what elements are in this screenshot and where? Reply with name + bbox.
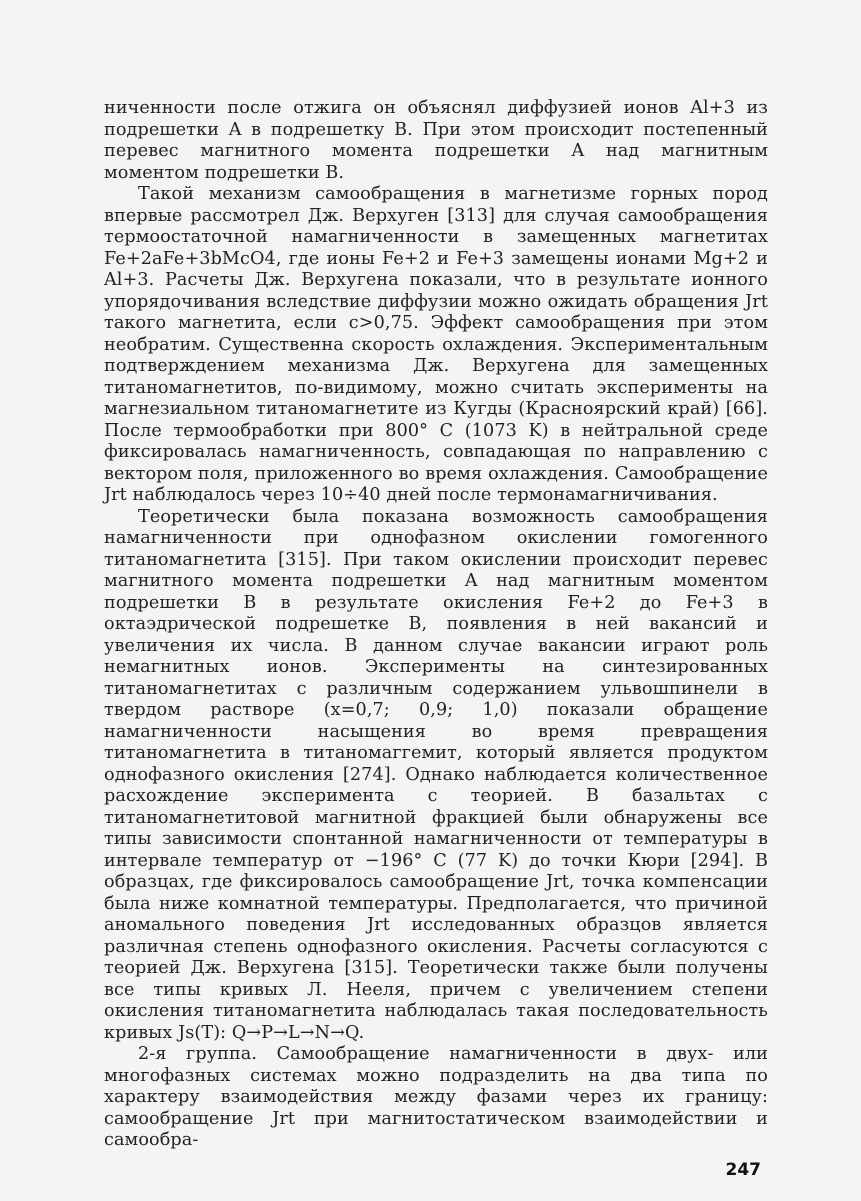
paragraph-1: ниченности после отжига он объяснял диффузией ионов Al+3 из подрешетки A в подрешетку B. При этом происходит постепенный перевес магнитного момента подрешетки A над магнитным моментом подрешетки B.: [104, 98, 768, 183]
page-number: 247: [725, 1160, 761, 1180]
page-body: [104, 98, 768, 1152]
paragraph-2: Такой механизм самообращения в магнетизме горных пород впервые рассмотрел Дж. Верхуген [313] для случая самообращения термоостаточной намагниченности в замещенных магнетитах Fe+2aFe+3bMcO4, где ионы Fe+2 и Fe+3 замещены ионами Mg+2 и Al+3. Расчеты Дж. Верхугена показали, что в результате ионного упорядочивания вследствие диффузии можно ожидать обращения Jrt такого магнетита, если c>0,75. Эффект самообращения при этом необратим. Существенна скорость охлаждения. Экспериментальным подтверждением механизма Дж. Верхугена для замещенных титаномагнетитов, по-видимому, можно считать эксперименты на магнезиальном титаномагнетите из Кугды (Красноярский край) [66]. После термообработки при 800° C (1073 K) в нейтральной среде фиксировалась намагниченность, совпадающая по направлению с вектором поля, приложенного во время охлаждения. Самообращение Jrt наблюдалось через 10÷40 дней после термонамагничивания.: [104, 184, 768, 505]
paragraph-4: 2-я группа. Самообращение намагниченности в двух- или многофазных системах можно подразделить на два типа по характеру взаимодействия между фазами через их границу: самообращение Jrt при магнитостатическом взаимодействии и самообра-: [104, 1044, 768, 1150]
paragraph-3: Теоретически была показана возможность самообращения намагниченности при однофазном окислении гомогенного титаномагнетита [315]. При таком окислении происходит перевес магнитного момента подрешетки A над магнитным моментом подрешетки B в результате окисления Fe+2 до Fe+3 в октаэдрической подрешетке B, появления в ней вакансий и увеличения их числа. В данном случае вакансии играют роль немагнитных ионов. Эксперименты на синтезированных титаномагнетитах с различным содержанием ульвошпинели в твердом растворе (x=0,7; 0,9; 1,0) показали обращение намагниченности насыщения во время превращения титаномагнетита в титаномаггемит, который является продуктом однофазного окисления [274]. Однако наблюдается количественное расхождение эксперимента с теорией. В базальтах с титаномагнетитовой магнитной фракцией были обнаружены все типы зависимости спонтанной намагниченности от температуры в интервале температур от −196° C (77 K) до точки Кюри [294]. В образцах, где фиксировалось самообращение Jrt, точка компенсации была ниже комнатной температуры. Предполагается, что причиной аномального поведения Jrt исследованных образцов является различная степень однофазного окисления. Расчеты согласуются с теорией Дж. Верхугена [315]. Теоретически также были получены все типы кривых Л. Нееля, причем с увеличением степени окисления титаномагнетита наблюдалась такая последовательность кривых Js(T): Q→P→L→N→Q.: [104, 506, 768, 1043]
